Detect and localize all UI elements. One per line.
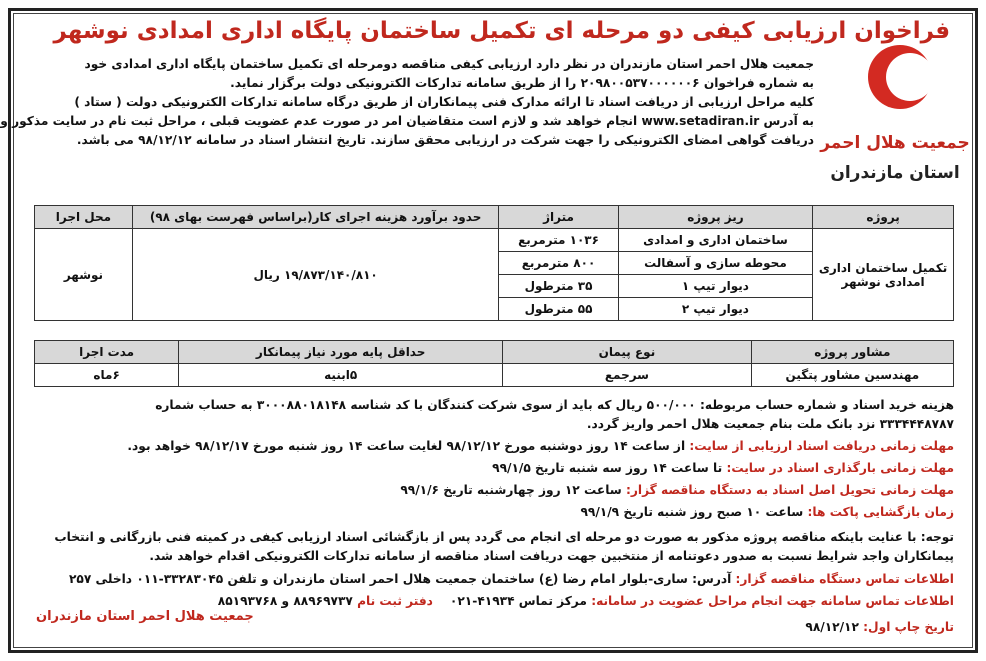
th-subproject: ریز پروژه [618, 206, 813, 229]
area-2: ۸۰۰ مترمربع [499, 252, 618, 275]
fee-line-1: هزینه خرید اسناد و شماره حساب مربوطه: ۵۰۰/۰۰۰ ریال که باید از سوی شرکت کنندگان با کد شناسه ۳۰۰۰۸۸۰۱۸۱۴۸ به حساب شماره [155, 398, 954, 412]
area-4: ۵۵ مترطول [499, 298, 618, 321]
deadline-3: مهلت زمانی تحویل اصل اسناد به دستگاه مناقصه گزار: ساعت ۱۲ روز چهارشنبه تاریخ ۹۹/۱/۶ [400, 483, 954, 497]
intro-line-4: به آدرس www.setadiran.ir انجام خواهد شد و لازم است متقاضیان امر در صورت عدم عضویت قبلی ، مراحل ثبت نام در سایت مذکور و [0, 114, 814, 128]
th-duration: مدت اجرا [35, 341, 179, 364]
th-consultant: مشاور پروژه [751, 341, 953, 364]
cost-value: ۱۹/۸۷۳/۱۴۰/۸۱۰ ریال [132, 229, 499, 321]
th-project: پروژه [813, 206, 954, 229]
sub-2: محوطه سازی و آسفالت [618, 252, 813, 275]
min-grade-value: ۵ابنیه [179, 364, 503, 387]
th-area: متراژ [499, 206, 618, 229]
intro-line-5: دریافت گواهی امضای الکترونیکی را جهت شرکت در ارزیابی محقق سازند. تاریخ انتشار اسناد در سامانه ۹۸/۱۲/۱۲ می باشد. [76, 133, 814, 147]
sub-4: دیوار تیپ ۲ [618, 298, 813, 321]
contact-org: اطلاعات تماس دستگاه مناقصه گزار: آدرس: ساری-بلوار امام رضا (ع) ساختمان جمعیت هلال احمر استان مازندران و تلفن ۳۳۲۸۳۰۴۵-۰۱۱ داخلی ۲۵۷ [68, 572, 954, 586]
logo-province: استان مازندران [830, 163, 960, 183]
notice-title: فراخوان ارزیابی کیفی دو مرحله ای تکمیل ساختمان پایگاه اداری امدادی نوشهر [53, 18, 950, 44]
project-name: تکمیل ساختمان اداری امدادی نوشهر [813, 229, 954, 321]
deadline-1: مهلت زمانی دریافت اسناد ارزیابی از سایت: از ساعت ۱۴ روز دوشنبه مورخ ۹۸/۱۲/۱۲ لغایت ساعت ۱۴ روز شنبه مورخ ۹۸/۱۲/۱۷ خواهد بود. [127, 439, 954, 453]
signature: جمعیت هلال احمر استان مازندران [36, 609, 254, 624]
duration-value: ۶ماه [35, 364, 179, 387]
deadline-4: زمان بازگشایی پاکت ها: ساعت ۱۰ صبح روز شنبه تاریخ ۹۹/۱/۹ [580, 505, 954, 519]
sub-1: ساختمان اداری و امدادی [618, 229, 813, 252]
intro-line-3: کلیه مراحل ارزیابی از دریافت اسناد تا ارائه مدارک فنی پیمانکاران از طریق درگاه سامانه تدارکات الکترونیکی دولت ( ستاد ) [74, 95, 814, 109]
intro-line-2: به شماره فراخوان ۲۰۹۸۰۰۵۳۷۰۰۰۰۰۰۶ را از طریق سامانه تدارکات الکترونیکی دولت برگزار نماید. [230, 76, 814, 90]
print-date: تاریخ چاپ اول: ۹۸/۱۲/۱۲ [805, 620, 954, 634]
deadline-2: مهلت زمانی بارگذاری اسناد در سایت: تا ساعت ۱۴ روز سه شنبه تاریخ ۹۹/۱/۵ [492, 461, 954, 475]
contract-table [34, 340, 954, 387]
note-line-2: پیمانکاران واجد شرایط نسبت به صدور دعوتنامه از منتخبین جهت دریافت اسناد مناقصه از سامانه تدارکات الکترونیکی اقدام خواهد شد. [149, 549, 954, 563]
logo-org-name: جمعیت هلال احمر [820, 133, 970, 153]
th-cost: حدود برآورد هزینه اجرای کار(براساس فهرست بهای ۹۸) [132, 206, 499, 229]
sub-3: دیوار تیپ ۱ [618, 275, 813, 298]
fee-line-2: ۳۳۳۴۴۴۸۷۸۷ نزد بانک ملت بنام جمعیت هلال احمر واریز گردد. [586, 417, 954, 431]
contract-type-value: سرجمع [503, 364, 752, 387]
th-location: محل اجرا [35, 206, 133, 229]
th-contract-type: نوع پیمان [503, 341, 752, 364]
area-3: ۳۵ مترطول [499, 275, 618, 298]
location-value: نوشهر [35, 229, 133, 321]
consultant-value: مهندسین مشاور پتگین [751, 364, 953, 387]
intro-line-1: جمعیت هلال احمر استان مازندران در نظر دارد ارزیابی کیفی مناقصه دومرحله ای تکمیل ساختمان پایگاه اداری امدادی خود [84, 57, 814, 71]
area-1: ۱۰۳۶ مترمربع [499, 229, 618, 252]
th-min-grade: حداقل پایه مورد نیاز پیمانکار [179, 341, 503, 364]
contact-system: اطلاعات تماس سامانه جهت انجام مراحل عضویت در سامانه: مرکز تماس ۴۱۹۳۴-۰۲۱ دفتر ثبت نام ۸۸۹۶۹۷۳۷ و ۸۵۱۹۳۷۶۸ [217, 594, 954, 608]
project-table [34, 205, 954, 321]
note-line-1: توجه: با عنایت باینکه مناقصه پروژه مذکور به صورت دو مرحله ای انجام می گردد پس از بازگشائی اسناد ارزیابی کیفی در کمیته فنی بازرگانی و انتخاب [54, 530, 954, 544]
red-crescent-logo [820, 45, 970, 205]
